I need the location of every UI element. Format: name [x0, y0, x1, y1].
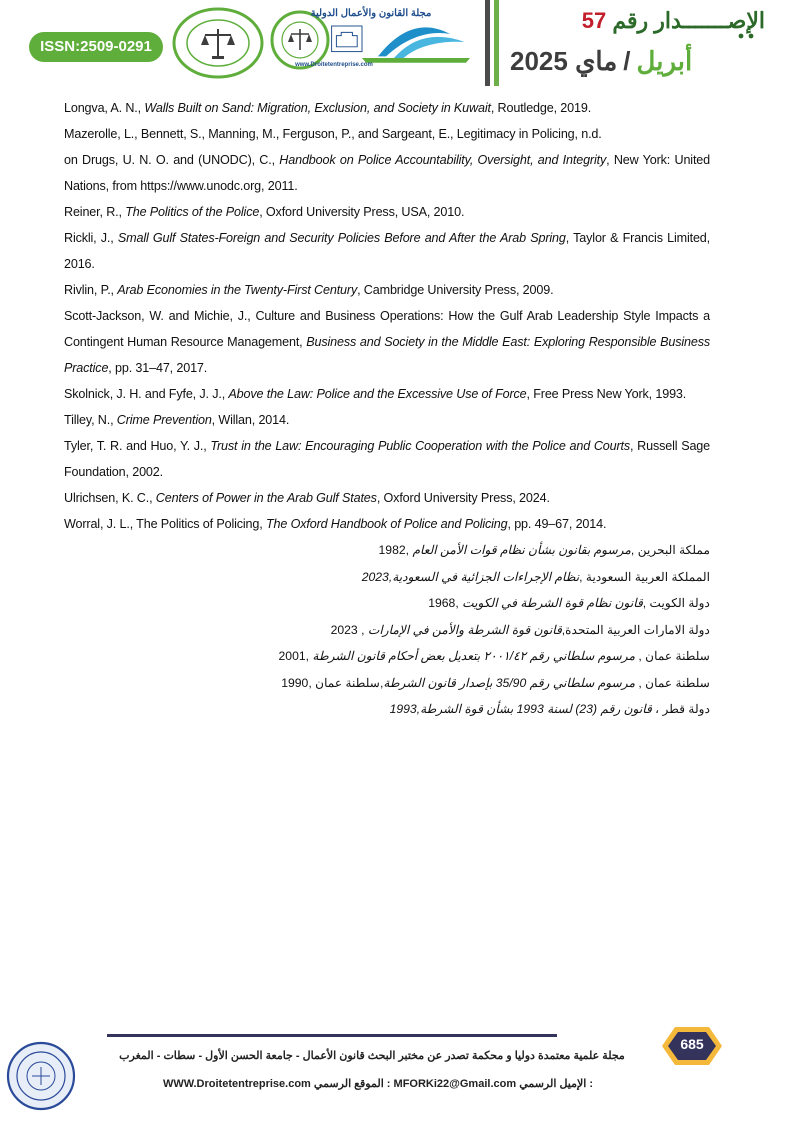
- footer-website[interactable]: WWW.Droitetentreprise.com: [162, 1078, 311, 1090]
- issue-label: الإصـــــــدار رقم: [612, 8, 765, 33]
- reference-item: Ulrichsen, K. C., Centers of Power in the Arab Gulf States, Oxford University Press, 2024.: [64, 491, 550, 505]
- arabic-reference-list: [200, 537, 710, 723]
- arabic-reference-item: مملكة البحرين ,مرسوم بقانون بشأن نظام قوات الأمن العام ,1982: [378, 543, 710, 557]
- reference-item: Skolnick, J. H. and Fyfe, J. J., Above the Law: Police and the Excessive Use of Force, Free Press New York, 1993.: [64, 387, 687, 401]
- arabic-reference-item: سلطنة عمان , مرسوم سلطاني رقم 35/90 بإصدار قانون الشرطة,سلطنة عمان ,1990: [281, 675, 710, 690]
- reference-item: Worral, J. L., The Politics of Policing, The Oxford Handbook of Police and Policing, pp. 49–67, 2014.: [64, 517, 607, 531]
- date-year: 2025: [510, 46, 568, 76]
- header-divider-green: [494, 0, 499, 86]
- header-dots-icon: [735, 26, 775, 46]
- reference-item: Rickli, J., Small Gulf States-Foreign and Security Policies Before and After the Arab Spring, Taylor & Francis Limited, 2016.: [64, 231, 711, 271]
- lab-seal-icon: [172, 7, 264, 79]
- reference-item: Tilley, N., Crime Prevention, Willan, 2014.: [64, 413, 290, 427]
- date-separator: /: [623, 46, 631, 76]
- reference-item: on Drugs, U. N. O. and (UNODC), C., Handbook on Police Accountability, Oversight, and Integrity, New York: United Nations, from https://www.unodc.org, 2011.: [64, 153, 711, 193]
- issue-line: [505, 8, 765, 34]
- reference-item: Scott-Jackson, W. and Michie, J., Culture and Business Operations: How the Gulf Arab Leadership Style Impacts a Contingent Human Resource Management, Business and Society in the Middle East: Exploring Responsible Business Practice, pp. 31–47, 2017.: [64, 309, 710, 375]
- reference-item: Longva, A. N., Walls Built on Sand: Migration, Exclusion, and Society in Kuwait, Routledge, 2019.: [64, 101, 592, 115]
- reference-list: [64, 95, 710, 537]
- date-month-1: أبريل: [636, 46, 693, 76]
- reference-item: Rivlin, P., Arab Economies in the Twenty-First Century, Cambridge University Press, 2009.: [64, 283, 554, 297]
- university-seal-icon: [269, 10, 331, 70]
- journal-title: مجلة القانون والأعمال الدولية: [310, 8, 432, 19]
- arabic-reference-item: دولة الكويت ,قانون نظام قوة الشرطة في الكويت ,1968: [428, 596, 710, 610]
- director-seal-icon: [6, 1040, 76, 1112]
- page-number: 685: [680, 1036, 704, 1052]
- footer-website-label: : الموقع الرسمي: [313, 1078, 391, 1090]
- footer-divider: [107, 1034, 557, 1037]
- footer-contact: [128, 1077, 628, 1090]
- arabic-reference-item: المملكة العربية السعودية ,نظام الإجراءات الجزائية في السعودية,2023: [361, 569, 710, 584]
- arabic-reference-item: دولة الامارات العربية المتحدة,قانون قوة الشرطة والأمن في الإمارات , 2023: [330, 622, 710, 637]
- date-month-2: ماي: [575, 46, 618, 76]
- issue-date: [510, 46, 710, 77]
- issue-number: 57: [581, 8, 607, 33]
- footer-description: مجلة علمية معتمدة دوليا و محكمة تصدر عن مختبر البحث قانون الأعمال - جامعة الحسن الأول - سطات - المغرب: [119, 1050, 625, 1062]
- arabic-reference-item: دولة قطر ، قانون رقم (23) لسنة 1993 بشأن قوة الشرطة,1993: [389, 702, 710, 716]
- reference-item: Mazerolle, L., Bennett, S., Manning, M., Ferguson, P., and Sargeant, E., Legitimacy in Policing, n.d.: [64, 127, 602, 141]
- footer-email[interactable]: MFORKi22@Gmail.com: [393, 1078, 517, 1090]
- footer-email-label: : الإميل الرسمي: [519, 1078, 594, 1090]
- journal-url: www.Droitetentreprise.com: [295, 62, 373, 68]
- issn-badge: ISSN:2509-0291: [29, 32, 163, 62]
- reference-item: Reiner, R., The Politics of the Police, Oxford University Press, USA, 2010.: [64, 205, 465, 219]
- header-divider-dark: [485, 0, 490, 86]
- arabic-reference-item: سلطنة عمان , مرسوم سلطاني رقم ٢٠٠١/٤٢ بتعديل بعض أحكام قانون الشرطة ,2001: [278, 649, 710, 663]
- reference-item: Tyler, T. R. and Huo, Y. J., Trust in the Law: Encouraging Public Cooperation with the Police and Courts, Russell Sage Foundation, 2002.: [64, 439, 711, 479]
